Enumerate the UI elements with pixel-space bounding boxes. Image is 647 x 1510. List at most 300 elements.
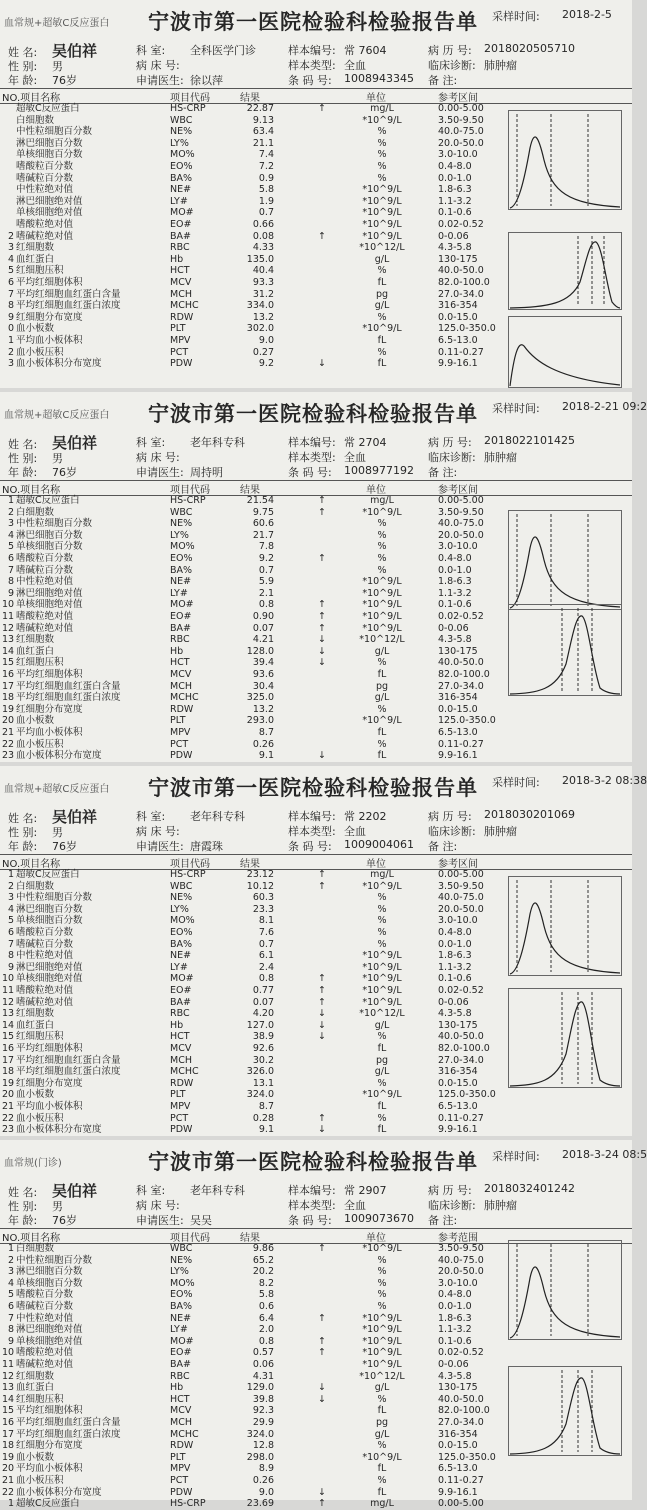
table-row bbox=[0, 207, 632, 219]
remark-label: 备 注: bbox=[428, 74, 458, 87]
unit: % bbox=[377, 553, 387, 564]
item-name: 血小板压积 bbox=[16, 346, 64, 358]
unit: % bbox=[377, 541, 387, 553]
result-value: 6.1 bbox=[258, 950, 274, 962]
abnormal-flag: ↑ bbox=[318, 1498, 326, 1510]
result-value: 13.2 bbox=[252, 703, 274, 715]
reference-range: 40.0-75.0 bbox=[438, 126, 484, 138]
row-number: 8 bbox=[7, 300, 14, 312]
reference-range: 0.1-0.6 bbox=[438, 599, 472, 611]
item-name: 中性粒绝对值 bbox=[16, 576, 74, 588]
row-number: 22 bbox=[2, 1112, 15, 1124]
bed-label: 病 床 号: bbox=[136, 451, 180, 464]
item-name: 白细胞数 bbox=[16, 880, 55, 892]
item-name: 嗜酸粒百分数 bbox=[16, 553, 74, 564]
result-value: 0.77 bbox=[252, 985, 274, 996]
result-value: 0.06 bbox=[252, 1359, 274, 1370]
result-value: 0.08 bbox=[252, 230, 274, 242]
row-number: 15 bbox=[2, 1031, 15, 1043]
result-value: 128.0 bbox=[246, 645, 274, 657]
row-number: 20 bbox=[2, 1463, 15, 1475]
table-row bbox=[0, 1124, 632, 1136]
item-code: BA# bbox=[170, 622, 191, 634]
result-value: 5.8 bbox=[258, 1289, 274, 1301]
reference-range: 27.0-34.0 bbox=[438, 680, 484, 692]
table-row bbox=[0, 184, 632, 196]
reference-range: 6.5-13.0 bbox=[438, 1463, 478, 1475]
item-code: Hb bbox=[170, 645, 184, 657]
unit: *10^9/L bbox=[362, 950, 402, 962]
reference-range: 1.8-6.3 bbox=[438, 576, 472, 588]
unit: g/L bbox=[374, 300, 390, 312]
reference-range: 9.9-16.1 bbox=[438, 1486, 478, 1498]
doctor-label: 申请医生: bbox=[136, 1214, 184, 1227]
test-type-tag: 血常规+超敏C反应蛋白 bbox=[4, 410, 110, 421]
table-row bbox=[0, 126, 632, 138]
unit: *10^9/L bbox=[362, 1243, 402, 1254]
table-row bbox=[0, 739, 632, 751]
item-name: 血红蛋白 bbox=[16, 1382, 55, 1394]
row-number: 12 bbox=[2, 996, 15, 1008]
item-code: EO# bbox=[170, 1347, 192, 1359]
result-value: 23.3 bbox=[252, 903, 274, 915]
result-value: 0.28 bbox=[252, 1112, 274, 1124]
item-name: 红细胞分布宽度 bbox=[16, 311, 83, 323]
result-value: 93.6 bbox=[252, 669, 274, 680]
unit: fL bbox=[377, 335, 387, 346]
row-number: 2 bbox=[7, 506, 14, 518]
patient-name-label: 姓 名: bbox=[8, 812, 38, 825]
table-row bbox=[0, 1266, 632, 1278]
row-number: 3 bbox=[7, 892, 14, 904]
unit: *10^12/L bbox=[359, 1370, 405, 1382]
item-name: 血小板数 bbox=[16, 1089, 55, 1101]
unit: % bbox=[377, 564, 387, 576]
unit: *10^9/L bbox=[362, 1335, 402, 1347]
sampling-time: 2018-3-24 08:5 bbox=[562, 1148, 647, 1161]
unit: *10^9/L bbox=[362, 219, 402, 230]
item-code: NE# bbox=[170, 576, 192, 588]
row-number: 18 bbox=[2, 692, 15, 704]
abnormal-flag: ↑ bbox=[318, 611, 326, 622]
lab-report bbox=[0, 1140, 647, 1510]
sample-no-label: 样本编号: bbox=[288, 1184, 336, 1197]
result-value: 2.0 bbox=[258, 1324, 274, 1336]
item-name: 白细胞数 bbox=[16, 506, 55, 518]
table-row bbox=[0, 138, 632, 150]
unit: *10^9/L bbox=[362, 1312, 402, 1324]
item-code: BA# bbox=[170, 230, 191, 242]
reference-range: 0.02-0.52 bbox=[438, 1347, 484, 1359]
reference-range: 0.0-1.0 bbox=[438, 172, 472, 184]
item-code: PCT bbox=[170, 346, 189, 358]
item-name: 红细胞压积 bbox=[16, 1031, 64, 1043]
reference-range: 1.8-6.3 bbox=[438, 184, 472, 196]
abnormal-flag: ↑ bbox=[318, 1243, 326, 1254]
unit: *10^9/L bbox=[362, 587, 402, 599]
item-code: HCT bbox=[170, 1031, 190, 1043]
abnormal-flag: ↓ bbox=[318, 1019, 326, 1031]
result-value: 93.3 bbox=[252, 277, 274, 288]
reference-range: 125.0-350.0 bbox=[438, 323, 496, 335]
patient-name: 吴伯祥 bbox=[52, 42, 98, 60]
item-code: BA# bbox=[170, 1359, 191, 1370]
row-number: 14 bbox=[2, 1393, 15, 1405]
reference-range: 20.0-50.0 bbox=[438, 137, 484, 149]
barcode: 1008943345 bbox=[344, 72, 414, 85]
row-number: 3 bbox=[7, 358, 14, 370]
result-value: 127.0 bbox=[246, 1019, 274, 1031]
reference-range: 4.3-5.8 bbox=[438, 634, 472, 646]
reference-range: 316-354 bbox=[438, 300, 478, 312]
header-unit: 单位 bbox=[366, 485, 386, 496]
item-name: 中性粒细胞百分数 bbox=[16, 1254, 93, 1266]
table-row bbox=[0, 915, 632, 927]
unit: mg/L bbox=[370, 869, 394, 880]
result-value: 293.0 bbox=[246, 715, 274, 727]
row-number: 8 bbox=[7, 576, 14, 588]
item-code: Hb bbox=[170, 253, 184, 265]
row-number: 1 bbox=[7, 495, 14, 506]
table-header bbox=[0, 854, 632, 870]
unit: % bbox=[377, 1031, 387, 1043]
unit: % bbox=[377, 172, 387, 184]
record-no-label: 病 历 号: bbox=[428, 1184, 472, 1197]
item-name: 血小板数 bbox=[16, 715, 55, 727]
result-value: 5.8 bbox=[258, 184, 274, 196]
age: 76岁 bbox=[52, 840, 77, 853]
unit: fL bbox=[377, 1101, 387, 1112]
table-row bbox=[0, 254, 632, 266]
unit: *10^9/L bbox=[362, 622, 402, 634]
result-value: 92.3 bbox=[252, 1405, 274, 1417]
item-code: LY% bbox=[170, 529, 189, 541]
item-code: MO% bbox=[170, 915, 195, 927]
result-value: 60.3 bbox=[252, 892, 274, 904]
doctor-label: 申请医生: bbox=[136, 466, 184, 479]
abnormal-flag: ↑ bbox=[318, 880, 326, 892]
item-name: 平均红细胞血红蛋白浓度 bbox=[16, 1428, 121, 1440]
item-name: 红细胞压积 bbox=[16, 265, 64, 277]
table-header bbox=[0, 480, 632, 496]
item-code: MCV bbox=[170, 1043, 192, 1054]
row-number: 4 bbox=[7, 529, 14, 541]
row-number: 5 bbox=[7, 915, 14, 927]
table-row bbox=[0, 1113, 632, 1125]
age: 76岁 bbox=[52, 1214, 77, 1227]
result-value: 302.0 bbox=[246, 323, 274, 335]
table-row bbox=[0, 1347, 632, 1359]
result-value: 326.0 bbox=[246, 1066, 274, 1078]
reference-range: 40.0-75.0 bbox=[438, 892, 484, 904]
item-code: RDW bbox=[170, 1077, 194, 1089]
table-row bbox=[0, 1031, 632, 1043]
row-number: 9 bbox=[7, 1335, 14, 1347]
row-number: 22 bbox=[2, 1486, 15, 1498]
abnormal-flag: ↑ bbox=[318, 506, 326, 518]
unit: g/L bbox=[374, 692, 390, 704]
table-row bbox=[0, 103, 632, 115]
remark-label: 备 注: bbox=[428, 1214, 458, 1227]
item-name: 嗜碱粒百分数 bbox=[16, 1301, 74, 1312]
result-value: 8.9 bbox=[258, 1463, 274, 1475]
header-result: 结果 bbox=[240, 1233, 260, 1244]
table-row bbox=[0, 927, 632, 939]
item-code: NE# bbox=[170, 1312, 192, 1324]
record-no-label: 病 历 号: bbox=[428, 436, 472, 449]
row-number: 7 bbox=[7, 1312, 14, 1324]
result-value: 60.6 bbox=[252, 518, 274, 530]
age: 76岁 bbox=[52, 74, 77, 87]
table-row bbox=[0, 312, 632, 324]
item-name: 单核细胞绝对值 bbox=[16, 973, 83, 985]
item-code: MO# bbox=[170, 1335, 194, 1347]
item-code: HS-CRP bbox=[170, 869, 206, 880]
reference-range: 20.0-50.0 bbox=[438, 529, 484, 541]
unit: *10^9/L bbox=[362, 1324, 402, 1336]
table-row bbox=[0, 588, 632, 600]
item-code: RBC bbox=[170, 1370, 190, 1382]
row-number: 2 bbox=[7, 1254, 14, 1266]
item-code: MO% bbox=[170, 541, 195, 553]
unit: % bbox=[377, 346, 387, 358]
patient-name-label: 姓 名: bbox=[8, 1186, 38, 1199]
unit: % bbox=[377, 518, 387, 530]
abnormal-flag: ↑ bbox=[318, 599, 326, 611]
item-name: 白细胞数 bbox=[16, 1243, 55, 1254]
abnormal-flag: ↑ bbox=[318, 869, 326, 880]
reference-range: 316-354 bbox=[438, 1428, 478, 1440]
sex-label: 性 别: bbox=[8, 826, 38, 839]
table-row bbox=[0, 149, 632, 161]
result-value: 12.8 bbox=[252, 1440, 274, 1452]
test-type-tag: 血常规(门诊) bbox=[4, 1158, 62, 1169]
item-code: HS-CRP bbox=[170, 495, 206, 506]
header-code: 项目代码 bbox=[170, 93, 210, 104]
unit: fL bbox=[377, 358, 387, 370]
bed-label: 病 床 号: bbox=[136, 825, 180, 838]
item-name: 嗜酸粒百分数 bbox=[16, 927, 74, 938]
table-row bbox=[0, 289, 632, 301]
table-row bbox=[0, 219, 632, 231]
item-name: 红细胞数 bbox=[16, 1370, 55, 1382]
reference-range: 9.9-16.1 bbox=[438, 750, 478, 762]
item-code: PLT bbox=[170, 1089, 186, 1101]
result-value: 10.12 bbox=[246, 880, 274, 892]
item-code: HS-CRP bbox=[170, 103, 206, 114]
table-row bbox=[0, 161, 632, 173]
unit: fL bbox=[377, 1486, 387, 1498]
unit: % bbox=[377, 1440, 387, 1452]
reference-range: 0.0-1.0 bbox=[438, 564, 472, 576]
item-code: HCT bbox=[170, 265, 190, 277]
table-row bbox=[0, 1008, 632, 1020]
unit: pg bbox=[375, 1417, 389, 1428]
header-item-name: NO.项目名称 bbox=[2, 485, 61, 496]
reference-range: 0.00-5.00 bbox=[438, 869, 484, 880]
result-value: 0.26 bbox=[252, 1475, 274, 1486]
table-row bbox=[0, 300, 632, 312]
item-name: 嗜碱粒绝对值 bbox=[16, 622, 74, 634]
item-code: RBC bbox=[170, 634, 190, 646]
reference-range: 0-0.06 bbox=[438, 1359, 469, 1370]
table-row bbox=[0, 1452, 632, 1464]
item-code: MCHC bbox=[170, 300, 199, 312]
sampling-time-label: 采样时间: bbox=[492, 1150, 540, 1163]
item-code: MCV bbox=[170, 1405, 192, 1417]
unit: *10^12/L bbox=[359, 242, 405, 254]
item-name: 红细胞压积 bbox=[16, 1393, 64, 1405]
unit: pg bbox=[375, 680, 389, 692]
result-value: 13.1 bbox=[252, 1077, 274, 1089]
item-name: 淋巴细胞绝对值 bbox=[16, 1324, 83, 1336]
unit: g/L bbox=[374, 253, 390, 265]
unit: mg/L bbox=[370, 495, 394, 506]
item-name: 红细胞数 bbox=[16, 242, 55, 254]
result-value: 0.66 bbox=[252, 219, 274, 230]
unit: % bbox=[377, 1266, 387, 1278]
item-code: EO# bbox=[170, 611, 192, 622]
reference-range: 27.0-34.0 bbox=[438, 1417, 484, 1428]
item-name: 血小板数 bbox=[16, 1451, 55, 1463]
item-code: PLT bbox=[170, 715, 186, 727]
row-number: 10 bbox=[2, 599, 15, 611]
item-name: 红细胞数 bbox=[16, 634, 55, 646]
reference-range: 0.4-8.0 bbox=[438, 553, 472, 564]
barcode-label: 条 码 号: bbox=[288, 74, 332, 87]
row-number: 13 bbox=[2, 1008, 15, 1020]
item-code: MO% bbox=[170, 149, 195, 161]
unit: *10^12/L bbox=[359, 634, 405, 646]
report-title: 宁波市第一医院检验科检验报告单 bbox=[148, 775, 478, 800]
bed-label: 病 床 号: bbox=[136, 1199, 180, 1212]
abnormal-flag: ↓ bbox=[318, 1124, 326, 1136]
item-code: MO# bbox=[170, 207, 194, 219]
abnormal-flag: ↑ bbox=[318, 1347, 326, 1359]
unit: % bbox=[377, 657, 387, 669]
doctor-label: 申请医生: bbox=[136, 74, 184, 87]
item-name: 嗜酸粒绝对值 bbox=[16, 219, 74, 230]
table-row bbox=[0, 985, 632, 997]
item-name: 中性粒细胞百分数 bbox=[16, 518, 93, 530]
table-row bbox=[0, 265, 632, 277]
diagnosis: 肺肿瘤 bbox=[484, 825, 517, 838]
row-number: 10 bbox=[2, 1347, 15, 1359]
header-item-name: NO.项目名称 bbox=[2, 1233, 61, 1244]
result-value: 298.0 bbox=[246, 1451, 274, 1463]
item-code: RDW bbox=[170, 703, 194, 715]
reference-range: 1.1-3.2 bbox=[438, 961, 472, 973]
unit: % bbox=[377, 149, 387, 161]
row-number: 21 bbox=[2, 727, 15, 738]
row-number: 2 bbox=[7, 880, 14, 892]
reference-range: 130-175 bbox=[438, 1019, 478, 1031]
sampling-time: 2018-3-2 08:38 bbox=[562, 774, 647, 787]
unit: fL bbox=[377, 727, 387, 738]
doctor: 周持明 bbox=[190, 466, 223, 479]
item-name: 血红蛋白 bbox=[16, 253, 55, 265]
table-row bbox=[0, 507, 632, 519]
item-name: 嗜酸粒绝对值 bbox=[16, 611, 74, 622]
header-item-name: NO.项目名称 bbox=[2, 93, 61, 104]
header-ref: 参考范围 bbox=[438, 1233, 478, 1244]
sample-type-label: 样本类型: bbox=[288, 451, 336, 464]
item-code: MCV bbox=[170, 277, 192, 288]
unit: *10^9/L bbox=[362, 1347, 402, 1359]
item-code: BA% bbox=[170, 938, 193, 950]
reference-range: 0.1-0.6 bbox=[438, 973, 472, 985]
result-value: 9.13 bbox=[252, 114, 274, 126]
reference-range: 40.0-75.0 bbox=[438, 518, 484, 530]
item-name: 血小板体积分布宽度 bbox=[16, 750, 102, 762]
row-number: 18 bbox=[2, 1066, 15, 1078]
result-value: 0.8 bbox=[258, 1335, 274, 1347]
row-number: 3 bbox=[7, 518, 14, 530]
lab-report bbox=[0, 766, 647, 1136]
result-value: 9.2 bbox=[258, 553, 274, 564]
reference-range: 4.3-5.8 bbox=[438, 1008, 472, 1020]
row-number: 13 bbox=[2, 634, 15, 646]
item-code: EO% bbox=[170, 1289, 193, 1301]
item-name: 单核细胞百分数 bbox=[16, 1277, 83, 1289]
unit: *10^9/L bbox=[362, 184, 402, 196]
item-code: NE% bbox=[170, 892, 193, 904]
diagnosis-label: 临床诊断: bbox=[428, 59, 476, 72]
doctor: 吴吴 bbox=[190, 1214, 212, 1227]
item-code: BA# bbox=[170, 996, 191, 1008]
item-name: 平均红细胞血红蛋白含量 bbox=[16, 288, 121, 300]
row-number: 15 bbox=[2, 1405, 15, 1417]
sampling-time: 2018-2-5 bbox=[562, 8, 612, 21]
item-name: 超敏C反应蛋白 bbox=[16, 495, 80, 506]
unit: g/L bbox=[374, 1382, 390, 1394]
result-value: 30.2 bbox=[252, 1054, 274, 1066]
test-type-tag: 血常规+超敏C反应蛋白 bbox=[4, 784, 110, 795]
header-code: 项目代码 bbox=[170, 1233, 210, 1244]
sex: 男 bbox=[52, 60, 63, 73]
result-value: 8.1 bbox=[258, 915, 274, 927]
row-number: 3 bbox=[7, 1266, 14, 1278]
item-name: 嗜碱粒百分数 bbox=[16, 564, 74, 576]
table-row bbox=[0, 704, 632, 716]
unit: *10^9/L bbox=[362, 114, 402, 126]
diagnosis-label: 临床诊断: bbox=[428, 1199, 476, 1212]
unit: *10^9/L bbox=[362, 576, 402, 588]
item-code: HCT bbox=[170, 1393, 190, 1405]
result-value: 7.8 bbox=[258, 541, 274, 553]
sex: 男 bbox=[52, 826, 63, 839]
result-value: 23.69 bbox=[246, 1498, 274, 1510]
row-number: 6 bbox=[7, 553, 14, 564]
item-name: 白细胞数 bbox=[16, 114, 55, 126]
row-number: 1 bbox=[7, 869, 14, 880]
reference-range: 130-175 bbox=[438, 1382, 478, 1394]
result-value: 92.6 bbox=[252, 1043, 274, 1054]
row-number: 4 bbox=[7, 903, 14, 915]
item-code: PLT bbox=[170, 323, 186, 335]
item-code: PCT bbox=[170, 1112, 189, 1124]
record-no: 2018030201069 bbox=[484, 808, 575, 821]
unit: pg bbox=[375, 1054, 389, 1066]
record-no: 2018020505710 bbox=[484, 42, 575, 55]
result-value: 9.75 bbox=[252, 506, 274, 518]
unit: g/L bbox=[374, 1066, 390, 1078]
table-row bbox=[0, 1336, 632, 1348]
row-number: 23 bbox=[2, 750, 15, 762]
result-value: 0.9 bbox=[258, 172, 274, 184]
table-row bbox=[0, 939, 632, 951]
reference-range: 0.00-5.00 bbox=[438, 495, 484, 506]
